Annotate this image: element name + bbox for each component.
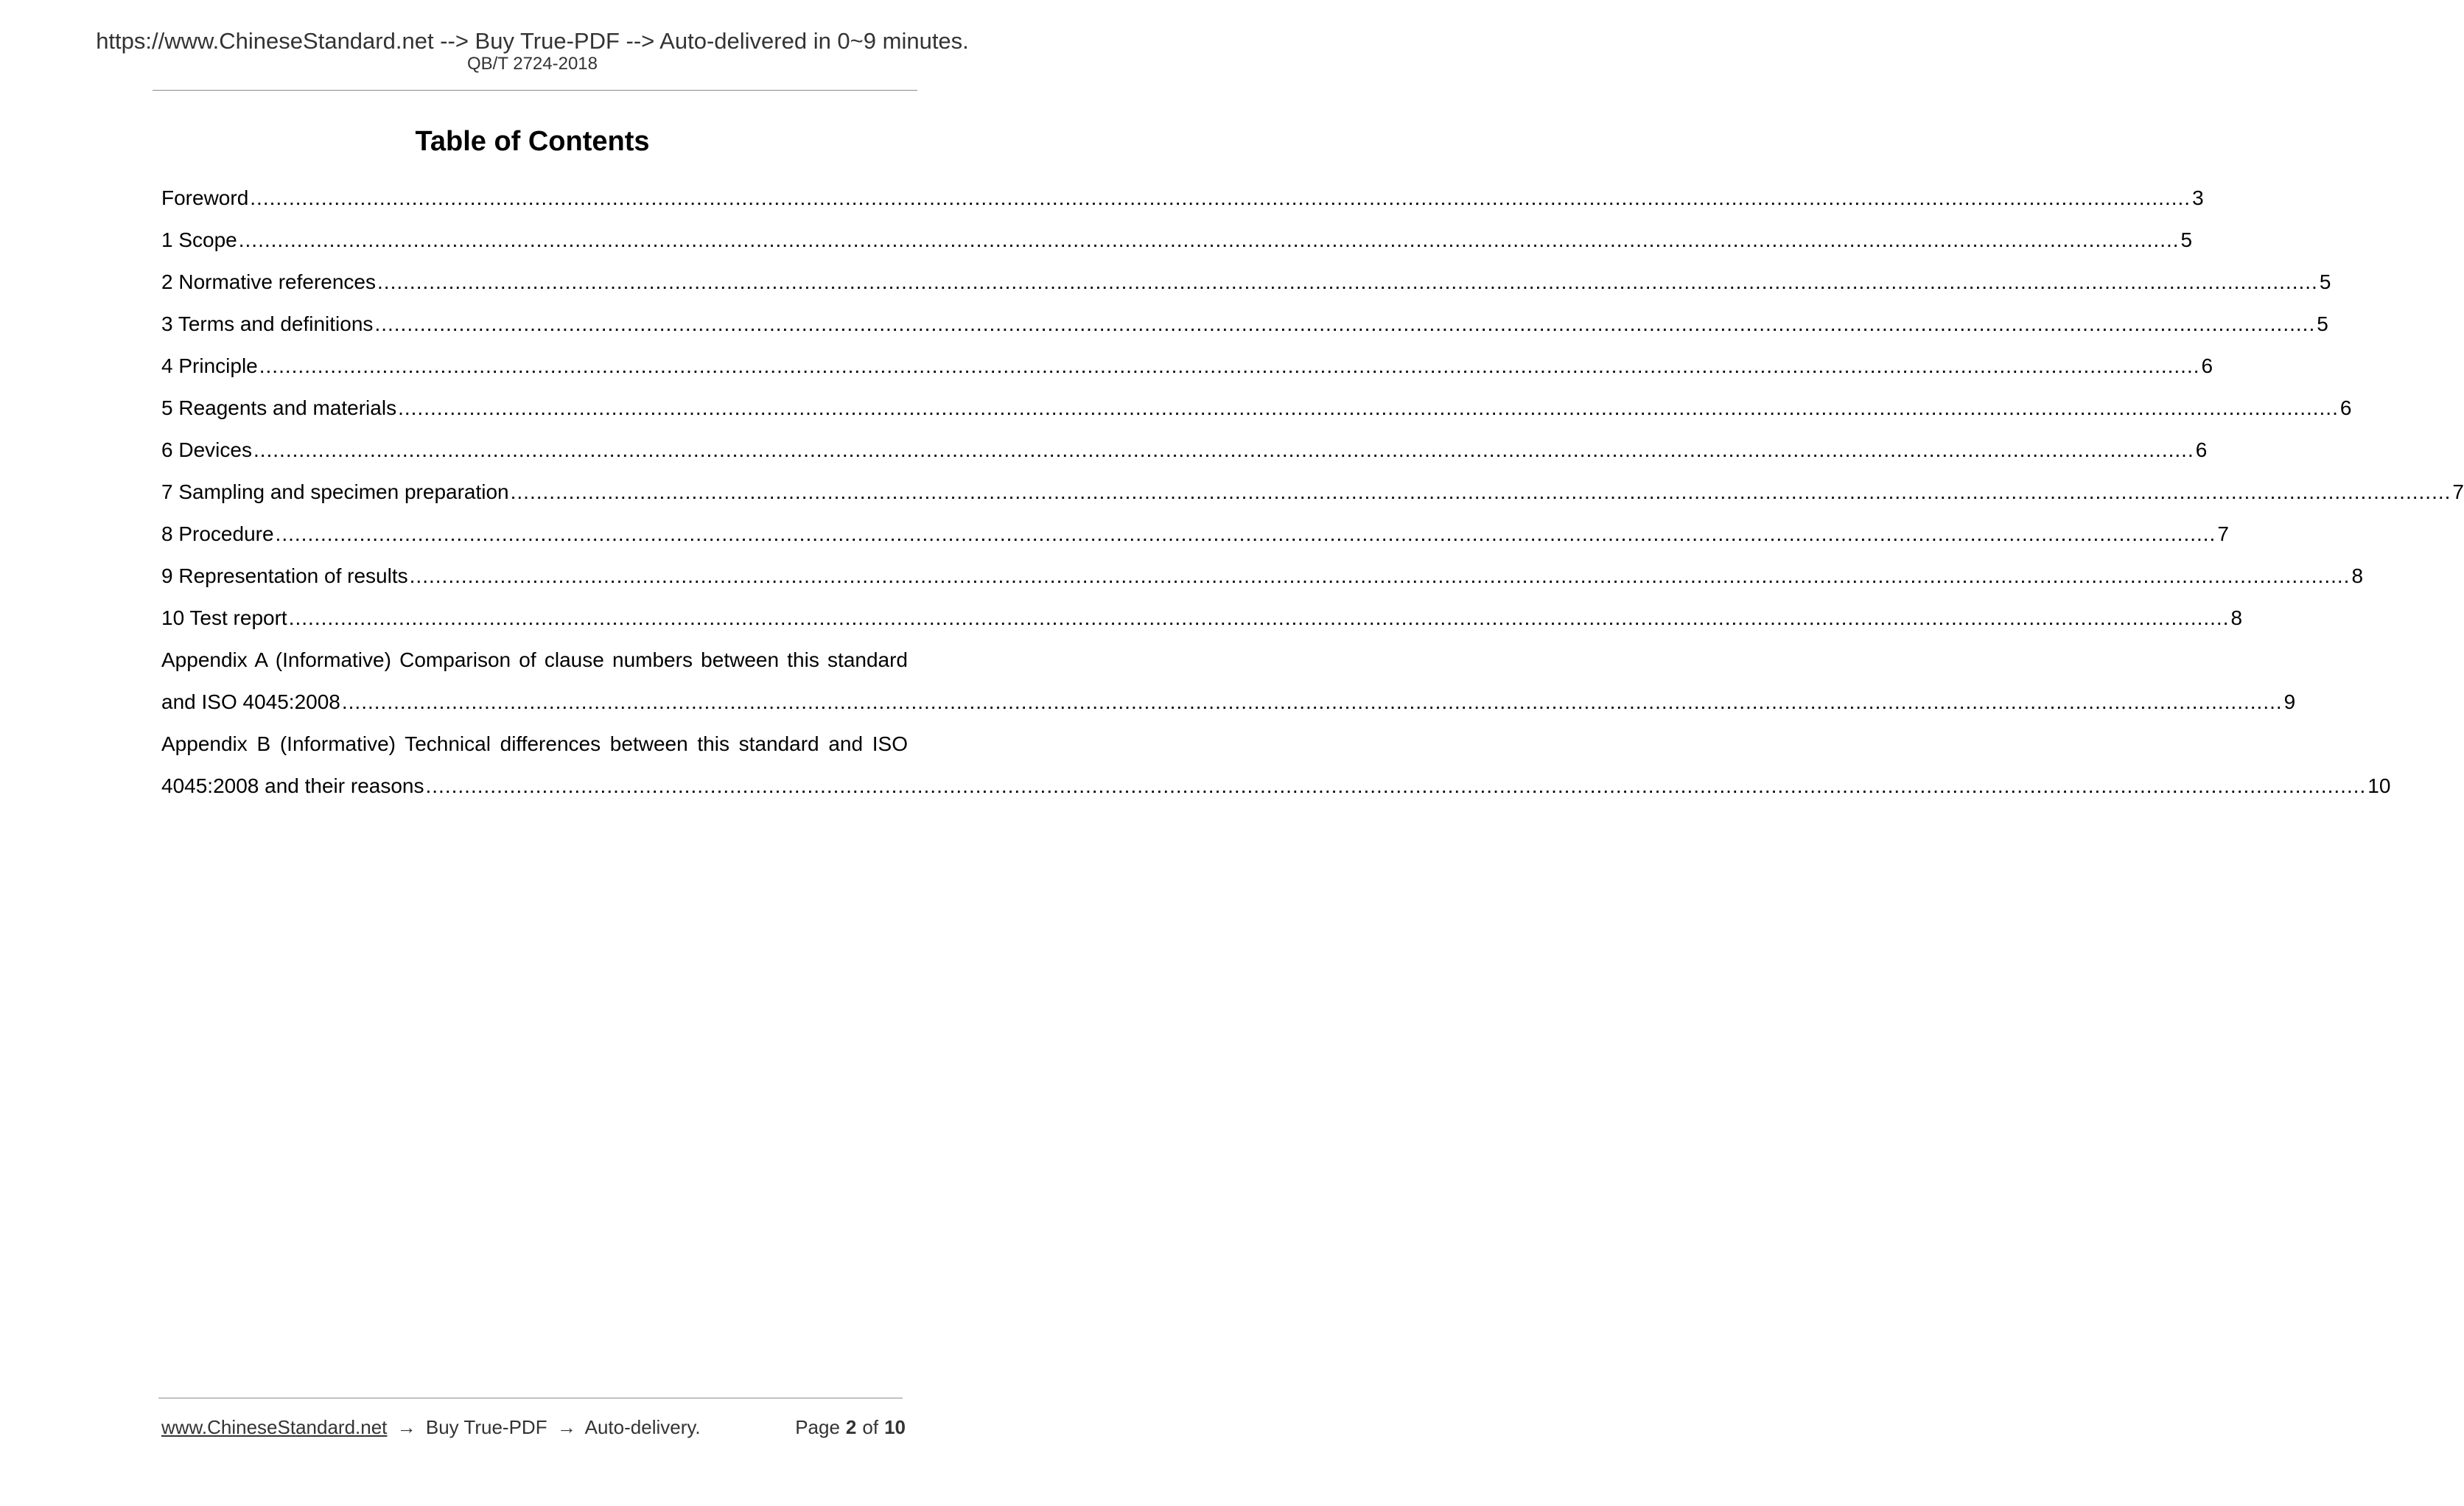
toc-entry-appendix-a[interactable] [161,681,2296,723]
toc-entry-reagents-and-materials[interactable] [161,387,2352,429]
toc-entry-page: 7 [2217,522,2229,545]
toc-entry-label: 4045:2008 and their reasons [161,774,424,797]
toc-dot-leader: ............................................................................................................................................................................................................................................................................................................ [238,228,2180,251]
buy-true-pdf-text: Buy True-PDF [425,1416,547,1438]
toc-entry-representation-of-results[interactable] [161,555,2364,597]
toc-entry-terms-and-definitions[interactable] [161,303,2328,345]
toc-entry-label: 2 Normative references [161,270,377,293]
toc-dot-leader: ............................................................................................................................................................................................................................................................................................................ [374,312,2316,335]
toc-dot-leader: ............................................................................................................................................................................................................................................................................................................ [275,522,2216,545]
toc-entry-label: 10 Test report [161,606,287,629]
standard-code: QB/T 2724-2018 [466,54,598,74]
toc-entry-label: 5 Reagents and materials [161,396,397,419]
toc-dot-leader: ............................................................................................................................................................................................................................................................................................................ [377,270,2318,293]
toc-entry-page: 6 [2195,438,2208,461]
toc-entry-scope[interactable] [161,219,2193,261]
toc-title: Table of Contents [415,126,650,157]
toc-entry-label: 1 Scope [161,228,237,251]
toc-entry-page: 10 [2367,774,2391,797]
arrow-right-icon: → [556,1416,576,1438]
toc-dot-leader: ............................................................................................................................................................................................................................................................................................................ [253,438,2194,461]
footer-promo [161,1415,701,1440]
page-current: 2 [845,1416,857,1438]
page-number [795,1415,906,1440]
page-of: of [862,1416,879,1438]
toc-entry-page: 6 [2339,396,2352,419]
page-total: 10 [884,1416,906,1438]
auto-delivery-text: Auto-delivery. [584,1416,701,1438]
toc-dot-leader: ............................................................................................................................................................................................................................................................................................................ [341,690,2283,713]
toc-entry-page: 9 [2283,690,2296,713]
toc-entry-appendix-b-line1[interactable]: Appendix B (Informative) Technical differences between this standard and ISO [161,732,908,755]
toc-entry-normative-references[interactable] [161,261,2331,303]
header-divider [153,90,917,91]
toc-entry-principle[interactable] [161,345,2213,387]
toc-entry-devices[interactable] [161,429,2208,471]
toc-dot-leader: ............................................................................................................................................................................................................................................................................................................ [510,480,2451,503]
toc-entry-procedure[interactable] [161,513,2229,555]
toc-dot-leader: ............................................................................................................................................................................................................................................................................................................ [250,186,2191,209]
toc-entry-appendix-b[interactable] [161,765,2391,807]
toc-entry-label: 4 Principle [161,354,258,377]
table-of-contents [161,177,2464,807]
toc-entry-page: 8 [2351,564,2364,587]
toc-dot-leader: ............................................................................................................................................................................................................................................................................................................ [288,606,2230,629]
toc-entry-page: 5 [2319,270,2331,293]
toc-dot-leader: ............................................................................................................................................................................................................................................................................................................ [425,774,2367,797]
toc-entry-test-report[interactable] [161,597,2243,639]
site-link[interactable]: www.ChineseStandard.net [161,1416,388,1438]
toc-entry-label: 6 Devices [161,438,252,461]
toc-dot-leader: ............................................................................................................................................................................................................................................................................................................ [259,354,2200,377]
toc-dot-leader: ............................................................................................................................................................................................................................................................................................................ [409,564,2351,587]
toc-entry-page: 7 [2452,480,2464,503]
toc-entry-foreword[interactable] [161,177,2204,219]
toc-entry-label: and ISO 4045:2008 [161,690,340,713]
toc-entry-label: Foreword [161,186,249,209]
toc-dot-leader: ............................................................................................................................................................................................................................................................................................................ [398,396,2339,419]
arrow-right-icon: → [396,1416,416,1438]
toc-entry-sampling[interactable] [161,471,2464,513]
toc-entry-page: 3 [2192,186,2204,209]
toc-entry-label: 8 Procedure [161,522,274,545]
toc-entry-appendix-a-line1[interactable]: Appendix A (Informative) Comparison of clause numbers between this standard [161,648,908,671]
page-label: Page [795,1416,840,1438]
toc-entry-label: 7 Sampling and specimen preparation [161,480,509,503]
page-footer [161,1415,906,1440]
toc-entry-page: 5 [2317,312,2328,335]
toc-entry-page: 5 [2180,228,2193,251]
toc-entry-label: 3 Terms and definitions [161,312,374,335]
toc-entry-page: 8 [2230,606,2243,629]
toc-entry-page: 6 [2201,354,2213,377]
toc-entry-label: 9 Representation of results [161,564,408,587]
site-banner: https://www.ChineseStandard.net --> Buy True-PDF --> Auto-delivered in 0~9 minutes. [96,28,969,54]
